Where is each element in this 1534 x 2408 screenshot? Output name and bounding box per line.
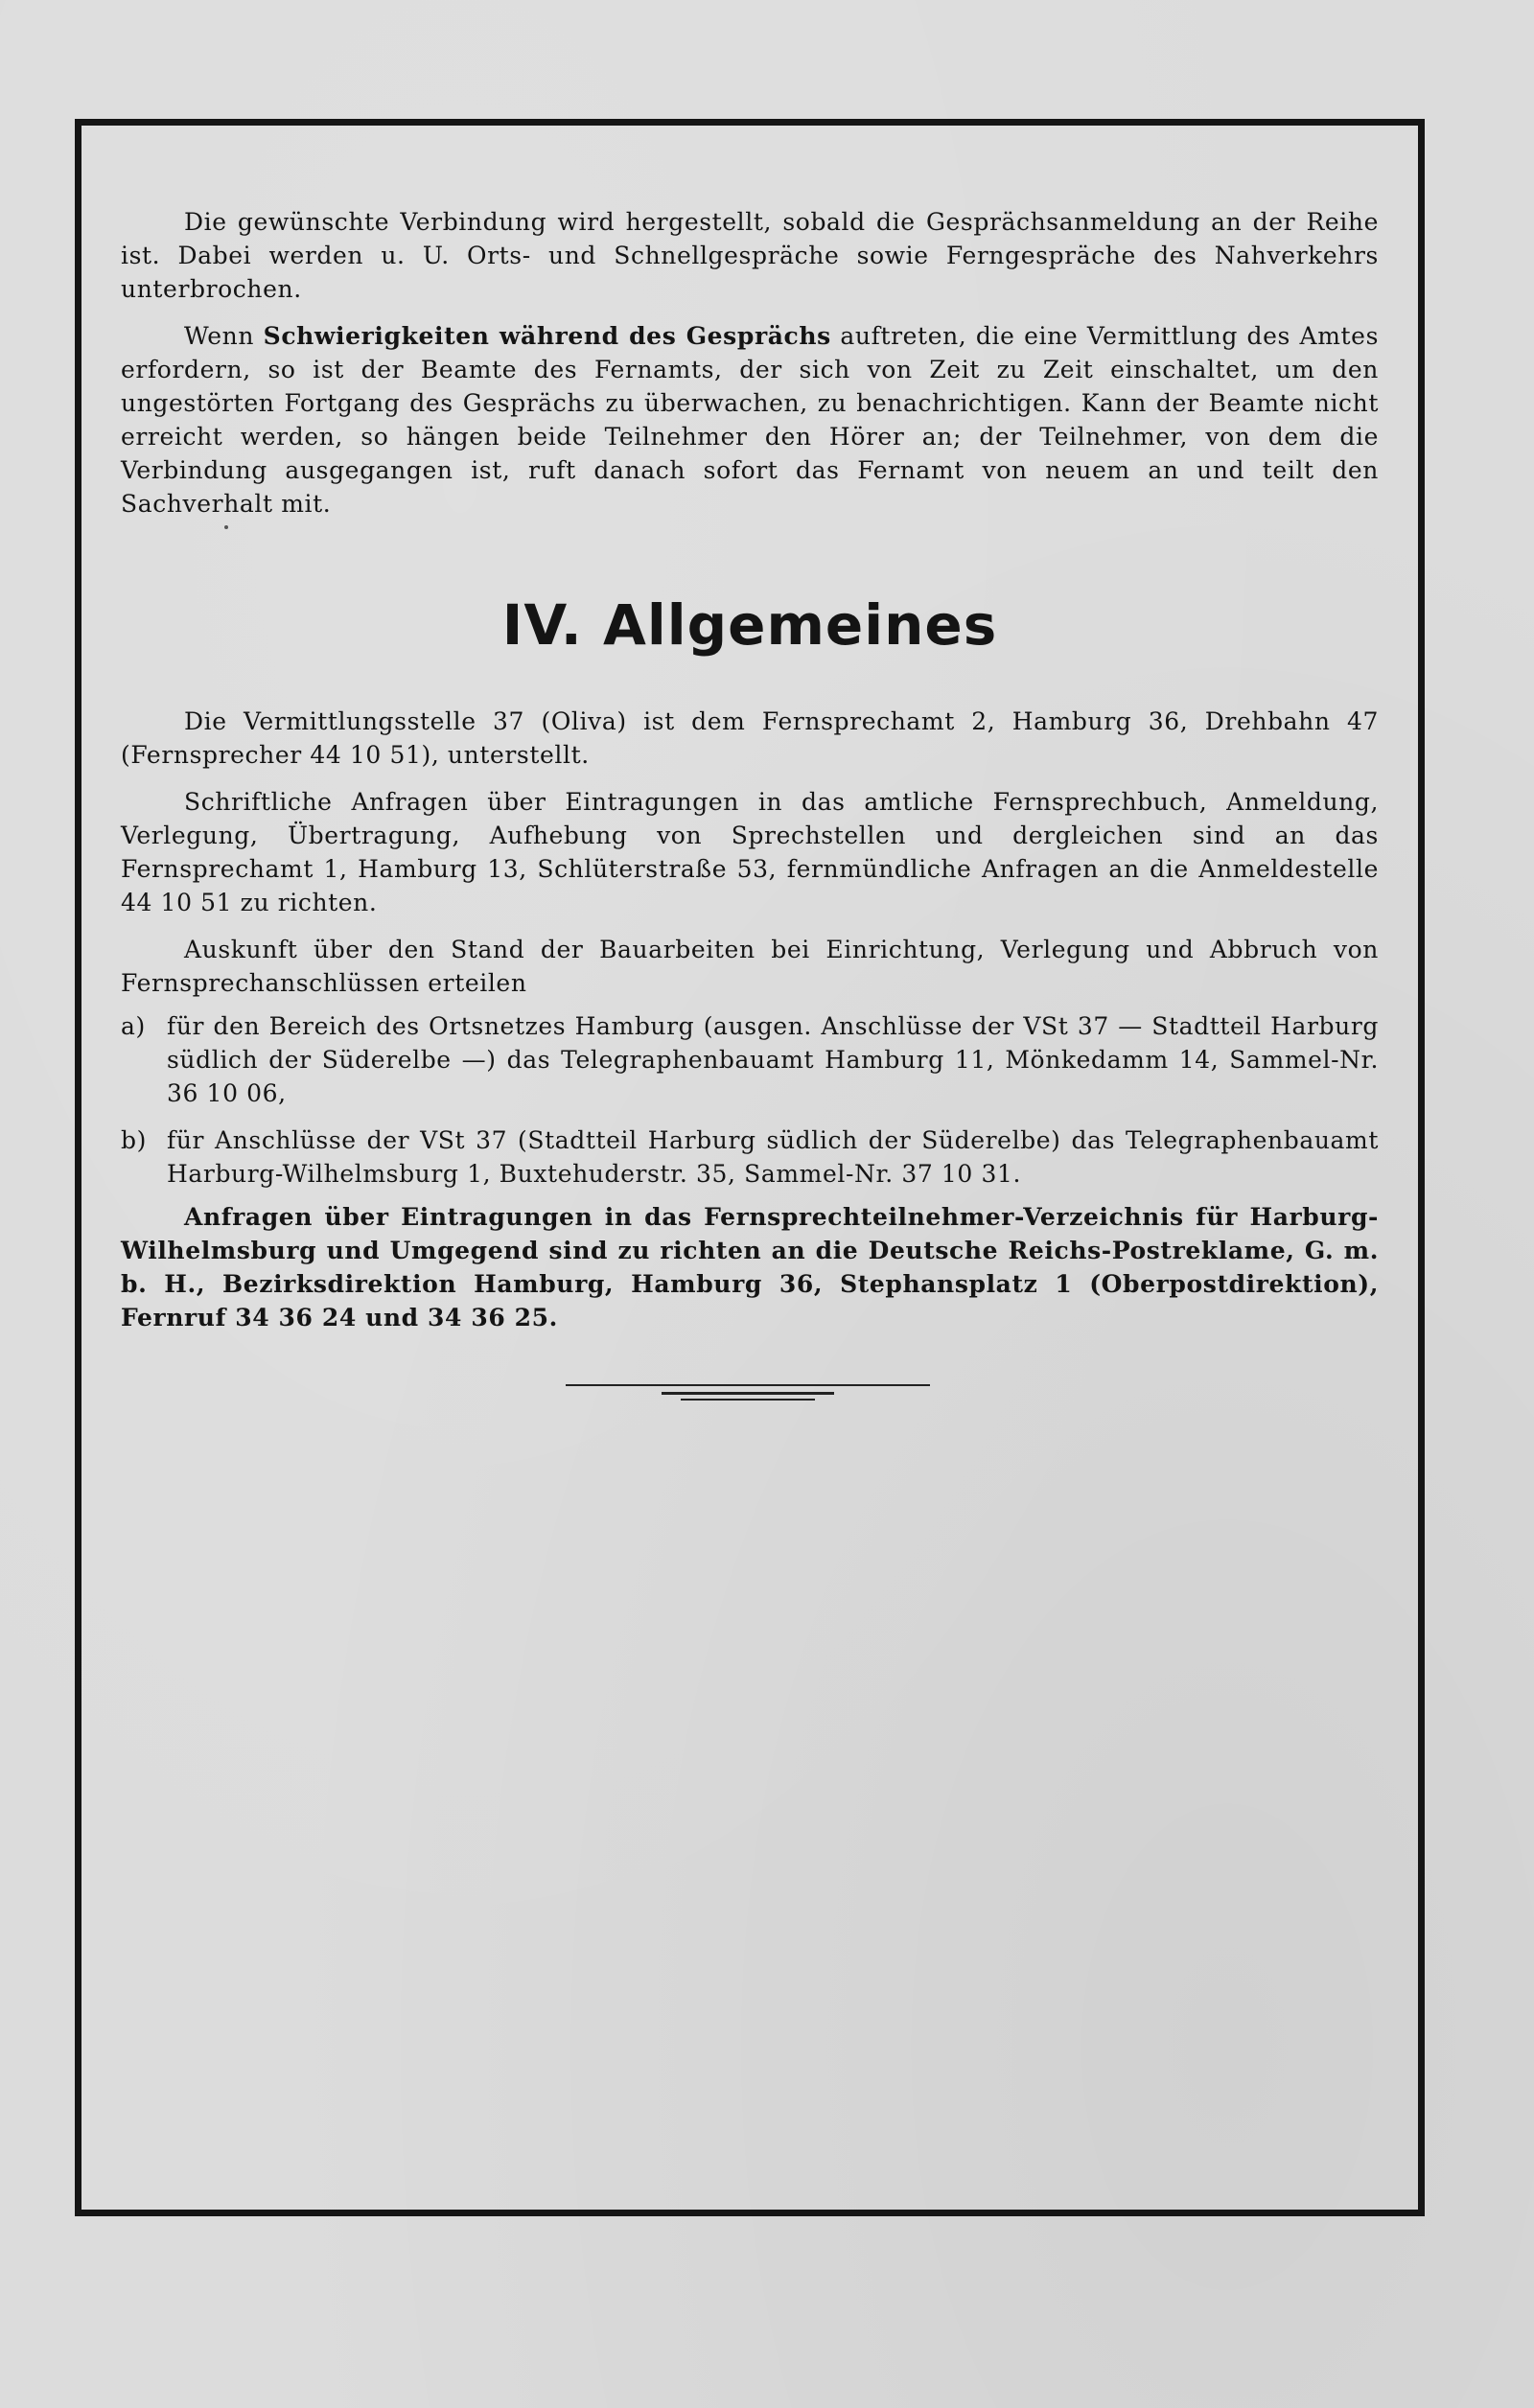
paragraph-directory-inquiries: Anfragen über Eintragungen in das Fernsprechteilnehmer-Verzeichnis für Harburg-Wilhelmsburg und Umgegend sind zu richten an die Deutsche Reichs-Postreklame, G. m. b. H., Bezirksdirektion Hamburg, Hamburg 36, Stephansplatz 1 (Oberpostdirektion), Fernruf 34 36 24 und 34 36 25. <box>121 1203 1379 1331</box>
divider-line-top <box>566 1384 930 1386</box>
paragraph-difficulties-lead: Wenn <box>184 322 255 350</box>
paragraph-difficulties-rest: auftreten, die eine Vermittlung des Amtes erfordern, so ist der Beamte des Fernamts, der sich von Zeit zu Zeit einschaltet, um den ungestörten Fortgang des Gesprächs zu überwachen, zu benachrichtigen. Kann der Beamte nicht erreicht werden, so hängen beide Teilnehmer den Hörer an; der Teilnehmer, von dem die Verbindung ausgegangen ist, ruft danach sofort das Fernamt von neuem an und teilt den Sachverhalt mit. <box>121 322 1379 518</box>
page-body <box>121 205 1379 1334</box>
paragraph-connection-established: Die gewünschte Verbindung wird hergestellt, sobald die Gesprächsanmeldung an der Reihe ist. Dabei werden u. U. Orts- und Schnellgespräche sowie Ferngespräche des Nahverkehrs unterbrochen. <box>121 208 1379 303</box>
list-item-a-text: für den Bereich des Ortsnetzes Hamburg (ausgen. Anschlüsse der VSt 37 — Stadtteil Harburg südlich der Süderelbe —) das Telegraphenbauamt Hamburg 11, Mönkedamm 14, Sammel-Nr. 36 10 06, <box>167 1012 1379 1107</box>
paragraph-construction-info: Auskunft über den Stand der Bauarbeiten bei Einrichtung, Verlegung und Abbruch von Fernsprechanschlüssen erteilen <box>121 936 1379 997</box>
section-heading: IV. Allgemeines <box>501 592 998 658</box>
paragraph-exchange-office: Die Vermittlungsstelle 37 (Oliva) ist dem Fernsprechamt 2, Hamburg 36, Drehbahn 47 (Fernsprecher 44 10 51), unterstellt. <box>121 707 1379 769</box>
list-item-a-label: a) <box>121 1012 146 1040</box>
list-item-a <box>121 1009 1379 1110</box>
divider-ornament <box>566 1380 930 1403</box>
paragraph-difficulties-bold: Schwierigkeiten während des Gesprächs <box>263 322 831 350</box>
divider-line-bottom <box>681 1399 815 1401</box>
divider-line-middle <box>662 1392 834 1395</box>
list-item-b-label: b) <box>121 1126 147 1154</box>
list-item-b <box>121 1123 1379 1191</box>
list-item-b-text: für Anschlüsse der VSt 37 (Stadtteil Harburg südlich der Süderelbe) das Telegraphenbauamt Harburg-Wilhelmsburg 1, Buxtehuderstr. 35, Sammel-Nr. 37 10 31. <box>167 1126 1379 1188</box>
paragraph-difficulties <box>121 319 1379 521</box>
paragraph-written-inquiries: Schriftliche Anfragen über Eintragungen in das amtliche Fernsprechbuch, Anmeldung, Verlegung, Übertragung, Aufhebung von Sprechstellen und dergleichen sind an das Fernsprechamt 1, Hamburg 13, Schlüterstraße 53, fernmündliche Anfragen an die Anmeldestelle 44 10 51 zu richten. <box>121 788 1379 916</box>
